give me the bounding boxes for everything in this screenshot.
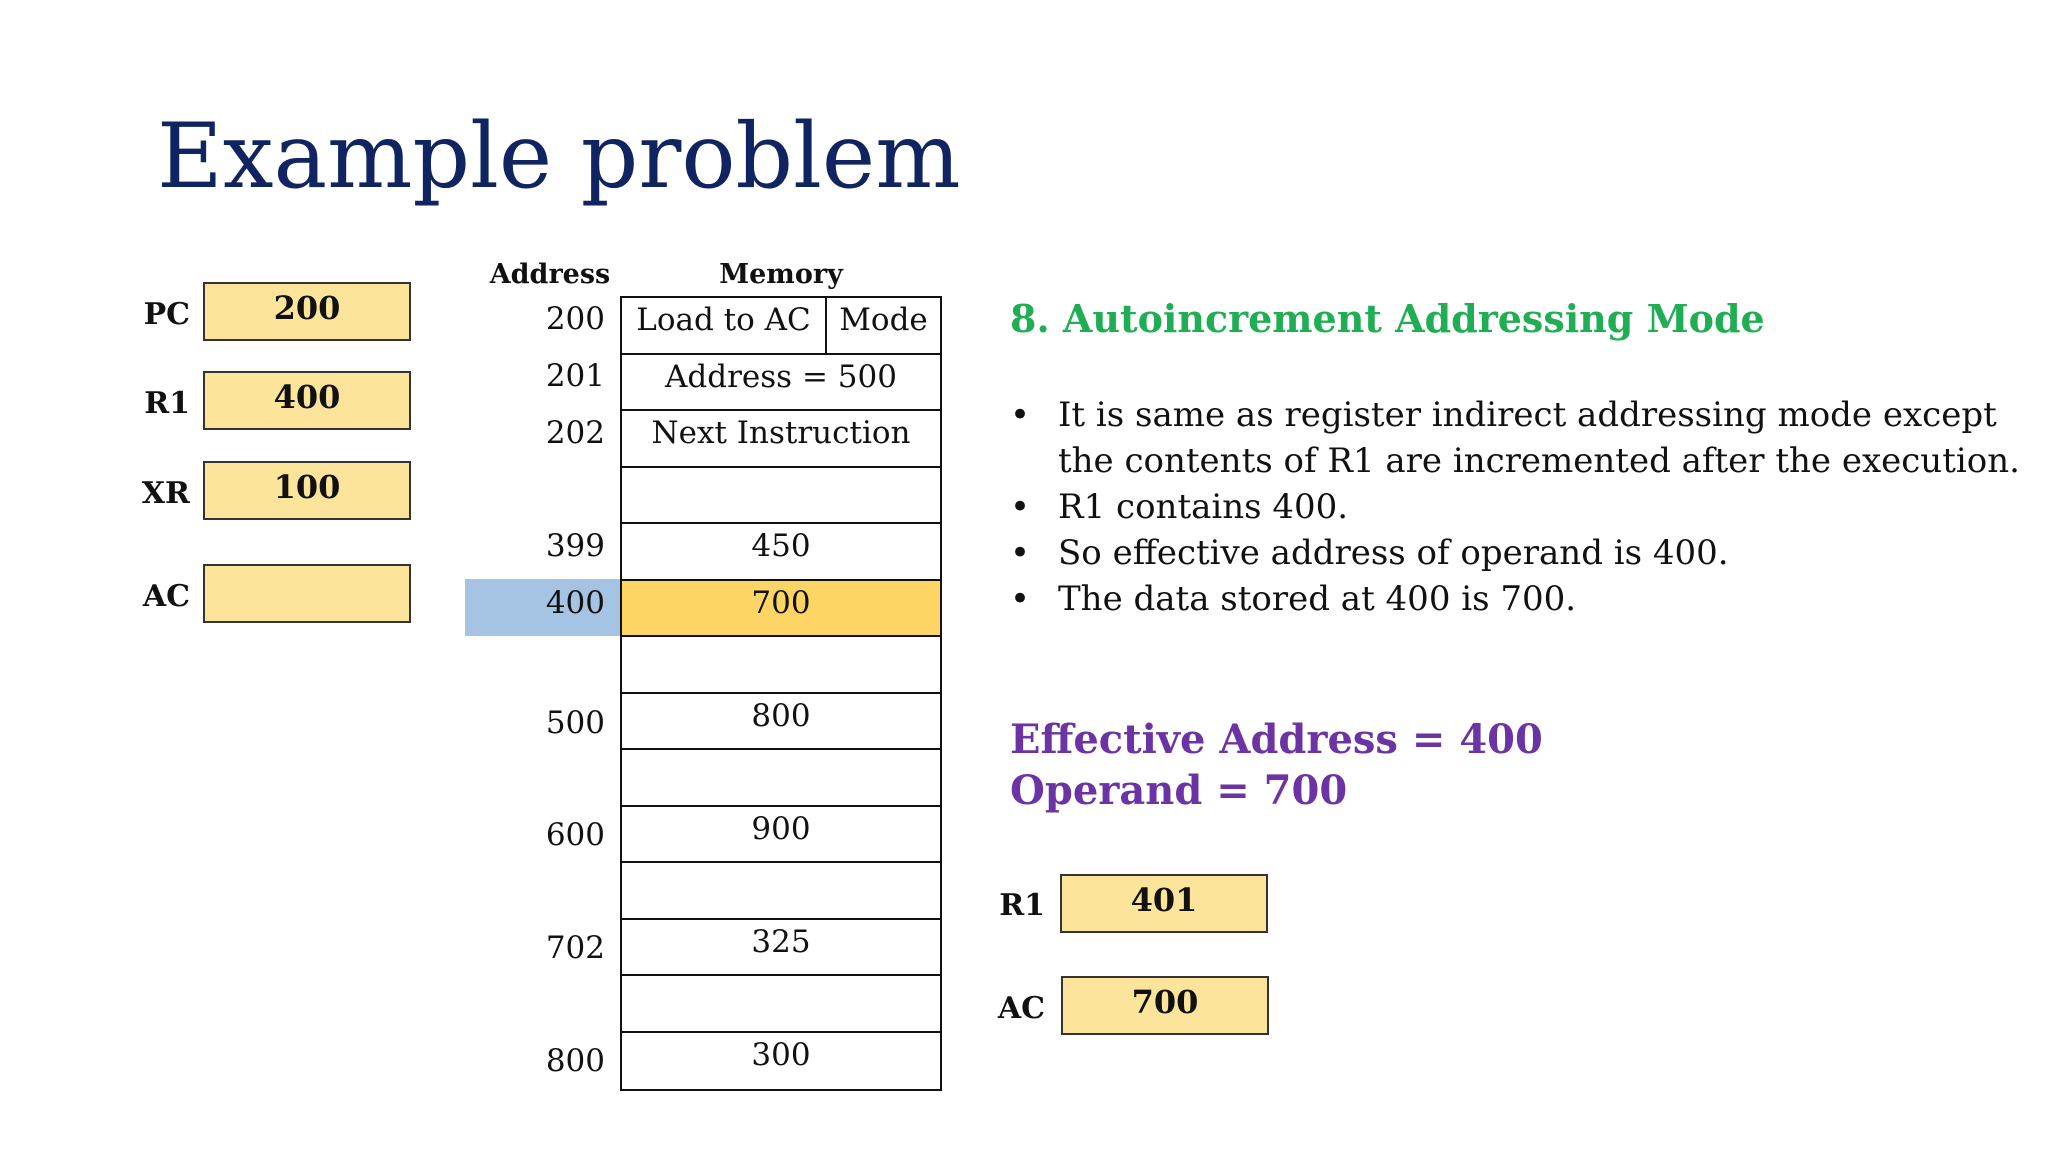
address-label: 202 [545,415,605,451]
address-label: 600 [545,817,605,853]
register-value-pc: 200 [203,282,411,341]
register-label-xr: XR [141,476,190,511]
memory-cell-202: Next Instruction [622,411,940,468]
register-value-xr: 100 [203,461,411,520]
register-label-r1-after: R1 [999,888,1045,923]
bullet-text: • R1 contains 400. [1058,487,1349,527]
memory-cell-empty [622,863,940,920]
register-value-ac-after: 700 [1061,976,1269,1035]
memory-cell-800: 300 [751,1036,811,1073]
memory-table [620,296,942,1091]
operand-result: Operand = 700 [1010,767,1348,814]
memory-cell-500: 800 [622,694,940,751]
memory-cell-opcode: Load to AC [622,298,827,353]
address-column-header: Address [489,259,611,290]
memory-cell-201: Address = 500 [622,355,940,412]
memory-cell-mode: Mode [839,302,928,338]
memory-cell-400-highlighted: 700 [622,581,940,638]
bullet-text: • So effective address of operand is 400. [1058,533,1729,573]
memory-cell-empty [622,976,940,1033]
memory-cell-399: 450 [622,524,940,581]
address-label: 400 [545,585,605,621]
slide-title: Example problem [157,104,961,209]
memory-cell-empty [622,637,940,694]
address-label: 399 [545,528,605,564]
register-value-r1-after: 401 [1060,874,1268,933]
address-label: 702 [545,930,605,966]
register-value-ac [203,564,411,623]
address-label: 201 [545,358,605,394]
effective-address-result: Effective Address = 400 [1010,716,1543,763]
memory-cell-empty [622,468,940,525]
register-label-pc: PC [143,297,190,332]
bullet-item [1010,392,2020,484]
memory-cell-200 [622,298,940,355]
mode-heading: 8. Autoincrement Addressing Mode [1010,296,1765,341]
bullet-item [1010,484,2020,530]
register-label-ac: AC [142,579,190,614]
memory-cell-600: 900 [622,807,940,864]
memory-cell-702: 325 [622,920,940,977]
bullet-text: • It is same as register indirect addressing mode except [1058,395,1997,435]
address-label: 200 [545,301,605,337]
address-label: 500 [545,705,605,741]
bullet-item [1010,576,2020,622]
bullet-item [1010,530,2020,576]
register-label-r1: R1 [144,386,190,421]
address-label: 800 [545,1043,605,1079]
explanation-list [1010,392,2020,622]
register-label-ac-after: AC [997,991,1045,1026]
bullet-text: the contents of R1 are incremented after the execution. [1058,441,2020,481]
register-value-r1: 400 [203,371,411,430]
bullet-text: • The data stored at 400 is 700. [1058,579,1577,619]
memory-cell-empty [622,750,940,807]
memory-column-header: Memory [719,259,843,290]
